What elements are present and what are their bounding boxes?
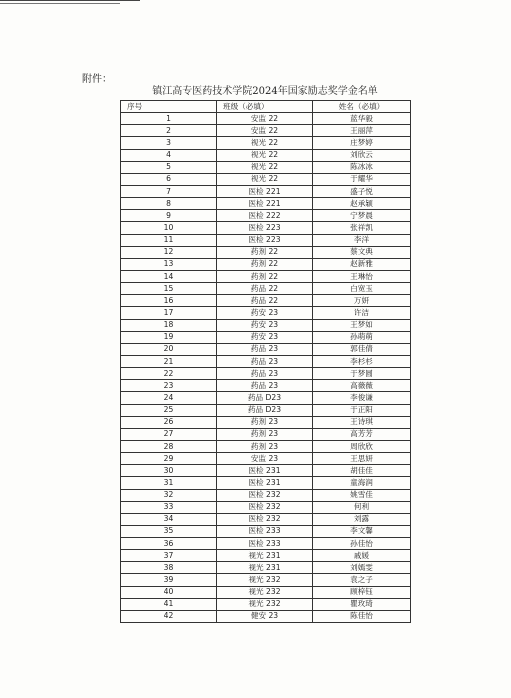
row-name: 胡佳佳: [313, 465, 411, 477]
table-row: [121, 270, 411, 282]
row-number: 28: [121, 440, 217, 452]
row-class: 安监 22: [217, 113, 313, 125]
row-class: 医检 223: [217, 222, 313, 234]
row-name: 蓝华毅: [313, 113, 411, 125]
row-class: 药剂 23: [217, 416, 313, 428]
scan-edge-line: [0, 0, 140, 1]
table-row: [121, 562, 411, 574]
row-number: 41: [121, 598, 217, 610]
table-row: [121, 234, 411, 246]
table-row: [121, 222, 411, 234]
row-number: 21: [121, 355, 217, 367]
scan-edge-line: [0, 3, 120, 4]
row-class: 药剂 22: [217, 270, 313, 282]
row-class: 视光 22: [217, 173, 313, 185]
table-row: [121, 137, 411, 149]
row-name: 王梦如: [313, 319, 411, 331]
row-number: 36: [121, 538, 217, 550]
row-number: 26: [121, 416, 217, 428]
row-name: 王丽萍: [313, 125, 411, 137]
table-row: [121, 307, 411, 319]
row-number: 20: [121, 343, 217, 355]
table-row: [121, 210, 411, 222]
row-name: 于梦圆: [313, 368, 411, 380]
row-class: 视光 22: [217, 149, 313, 161]
row-name: 姚雪佳: [313, 489, 411, 501]
row-class: 医检 222: [217, 210, 313, 222]
row-class: 药品 23: [217, 355, 313, 367]
row-number: 15: [121, 283, 217, 295]
row-number: 6: [121, 173, 217, 185]
row-class: 视光 231: [217, 550, 313, 562]
row-class: 健安 23: [217, 610, 313, 622]
row-class: 药品 D23: [217, 392, 313, 404]
header-name: 姓名（必填）: [313, 101, 411, 113]
row-class: 视光 232: [217, 598, 313, 610]
table-row: [121, 550, 411, 562]
row-name: 赵承颖: [313, 198, 411, 210]
row-class: 视光 231: [217, 562, 313, 574]
row-number: 1: [121, 113, 217, 125]
row-number: 39: [121, 574, 217, 586]
row-number: 8: [121, 198, 217, 210]
row-class: 药品 D23: [217, 404, 313, 416]
row-number: 27: [121, 428, 217, 440]
table-row: [121, 258, 411, 270]
table-row: [121, 380, 411, 392]
table-row: [121, 440, 411, 452]
row-name: 袁之子: [313, 574, 411, 586]
table-row: [121, 489, 411, 501]
row-name: 李文馨: [313, 525, 411, 537]
row-name: 刘嫣雯: [313, 562, 411, 574]
table-row: [121, 392, 411, 404]
row-name: 高薇薇: [313, 380, 411, 392]
table-row: [121, 477, 411, 489]
row-number: 13: [121, 258, 217, 270]
row-number: 42: [121, 610, 217, 622]
row-class: 医检 221: [217, 185, 313, 197]
table-row: [121, 465, 411, 477]
row-number: 4: [121, 149, 217, 161]
row-name: 孙萌萌: [313, 331, 411, 343]
row-name: 宁梦晨: [313, 210, 411, 222]
row-number: 11: [121, 234, 217, 246]
table-row: [121, 283, 411, 295]
row-number: 14: [121, 270, 217, 282]
row-number: 19: [121, 331, 217, 343]
row-name: 李杉杉: [313, 355, 411, 367]
row-name: 顾梓钰: [313, 586, 411, 598]
table-body: [121, 113, 411, 623]
table-row: [121, 149, 411, 161]
table-row: [121, 501, 411, 513]
table-row: [121, 295, 411, 307]
row-class: 医检 233: [217, 525, 313, 537]
row-number: 38: [121, 562, 217, 574]
row-name: 于正阳: [313, 404, 411, 416]
row-class: 医检 233: [217, 538, 313, 550]
row-class: 药品 23: [217, 343, 313, 355]
row-name: 郭佳倩: [313, 343, 411, 355]
table-row: [121, 173, 411, 185]
row-class: 药剂 22: [217, 258, 313, 270]
row-class: 安监 22: [217, 125, 313, 137]
table-row: [121, 513, 411, 525]
row-name: 瞿玫琦: [313, 598, 411, 610]
row-name: 王诗琪: [313, 416, 411, 428]
attachment-label: 附件：: [82, 74, 112, 85]
row-name: 赵新雅: [313, 258, 411, 270]
row-name: 何利: [313, 501, 411, 513]
row-class: 药安 23: [217, 319, 313, 331]
table-header-row: [121, 101, 411, 113]
row-class: 药品 22: [217, 283, 313, 295]
row-name: 童海润: [313, 477, 411, 489]
row-class: 药剂 22: [217, 246, 313, 258]
row-class: 药剂 23: [217, 428, 313, 440]
row-class: 医检 232: [217, 501, 313, 513]
row-class: 药品 23: [217, 380, 313, 392]
row-class: 药品 23: [217, 368, 313, 380]
document-title: 镇江高专医药技术学院2024年国家励志奖学金名单: [152, 86, 378, 97]
row-name: 万妍: [313, 295, 411, 307]
row-number: 33: [121, 501, 217, 513]
row-name: 白宽玉: [313, 283, 411, 295]
row-name: 孙佳怡: [313, 538, 411, 550]
table-row: [121, 246, 411, 258]
row-class: 视光 22: [217, 137, 313, 149]
row-name: 李俊谦: [313, 392, 411, 404]
row-number: 40: [121, 586, 217, 598]
table-row: [121, 416, 411, 428]
scholarship-table: [120, 100, 411, 623]
row-number: 32: [121, 489, 217, 501]
row-class: 医检 223: [217, 234, 313, 246]
table-row: [121, 319, 411, 331]
row-class: 药品 22: [217, 295, 313, 307]
table-row: [121, 525, 411, 537]
table-row: [121, 610, 411, 622]
table-row: [121, 598, 411, 610]
row-class: 医检 231: [217, 477, 313, 489]
table-row: [121, 125, 411, 137]
row-number: 18: [121, 319, 217, 331]
row-name: 张祥凯: [313, 222, 411, 234]
row-name: 戚媛: [313, 550, 411, 562]
header-no: 序号: [121, 101, 217, 113]
row-class: 医检 232: [217, 489, 313, 501]
row-name: 刘露: [313, 513, 411, 525]
row-number: 5: [121, 161, 217, 173]
row-number: 34: [121, 513, 217, 525]
row-class: 药剂 23: [217, 440, 313, 452]
row-class: 安监 23: [217, 453, 313, 465]
row-number: 7: [121, 185, 217, 197]
table-row: [121, 343, 411, 355]
row-name: 陈佳怡: [313, 610, 411, 622]
row-class: 医检 221: [217, 198, 313, 210]
row-number: 23: [121, 380, 217, 392]
row-number: 17: [121, 307, 217, 319]
table-row: [121, 161, 411, 173]
table-row: [121, 331, 411, 343]
header-class: 班级（必填）: [217, 101, 313, 113]
row-number: 2: [121, 125, 217, 137]
table-row: [121, 428, 411, 440]
row-name: 高芳芳: [313, 428, 411, 440]
row-name: 陈冰冰: [313, 161, 411, 173]
row-class: 医检 231: [217, 465, 313, 477]
table-row: [121, 574, 411, 586]
row-number: 31: [121, 477, 217, 489]
row-class: 视光 232: [217, 586, 313, 598]
row-name: 李洋: [313, 234, 411, 246]
row-name: 许洁: [313, 307, 411, 319]
row-number: 16: [121, 295, 217, 307]
table-row: [121, 113, 411, 125]
row-class: 药安 23: [217, 331, 313, 343]
row-class: 医检 232: [217, 513, 313, 525]
table-row: [121, 198, 411, 210]
row-number: 30: [121, 465, 217, 477]
table-row: [121, 404, 411, 416]
row-number: 3: [121, 137, 217, 149]
row-number: 22: [121, 368, 217, 380]
row-name: 王思妍: [313, 453, 411, 465]
row-name: 刘欣云: [313, 149, 411, 161]
row-name: 蔡文典: [313, 246, 411, 258]
row-number: 12: [121, 246, 217, 258]
row-name: 盛子悦: [313, 185, 411, 197]
row-name: 王琳怡: [313, 270, 411, 282]
row-name: 周欣欣: [313, 440, 411, 452]
table-row: [121, 538, 411, 550]
row-class: 药安 23: [217, 307, 313, 319]
row-name: 庄梦婷: [313, 137, 411, 149]
row-number: 37: [121, 550, 217, 562]
row-number: 25: [121, 404, 217, 416]
table-row: [121, 453, 411, 465]
row-class: 视光 232: [217, 574, 313, 586]
row-name: 于耀华: [313, 173, 411, 185]
row-number: 9: [121, 210, 217, 222]
table-row: [121, 368, 411, 380]
table-row: [121, 586, 411, 598]
row-number: 29: [121, 453, 217, 465]
row-number: 10: [121, 222, 217, 234]
row-class: 视光 22: [217, 161, 313, 173]
row-number: 35: [121, 525, 217, 537]
table-row: [121, 355, 411, 367]
table-row: [121, 185, 411, 197]
row-number: 24: [121, 392, 217, 404]
